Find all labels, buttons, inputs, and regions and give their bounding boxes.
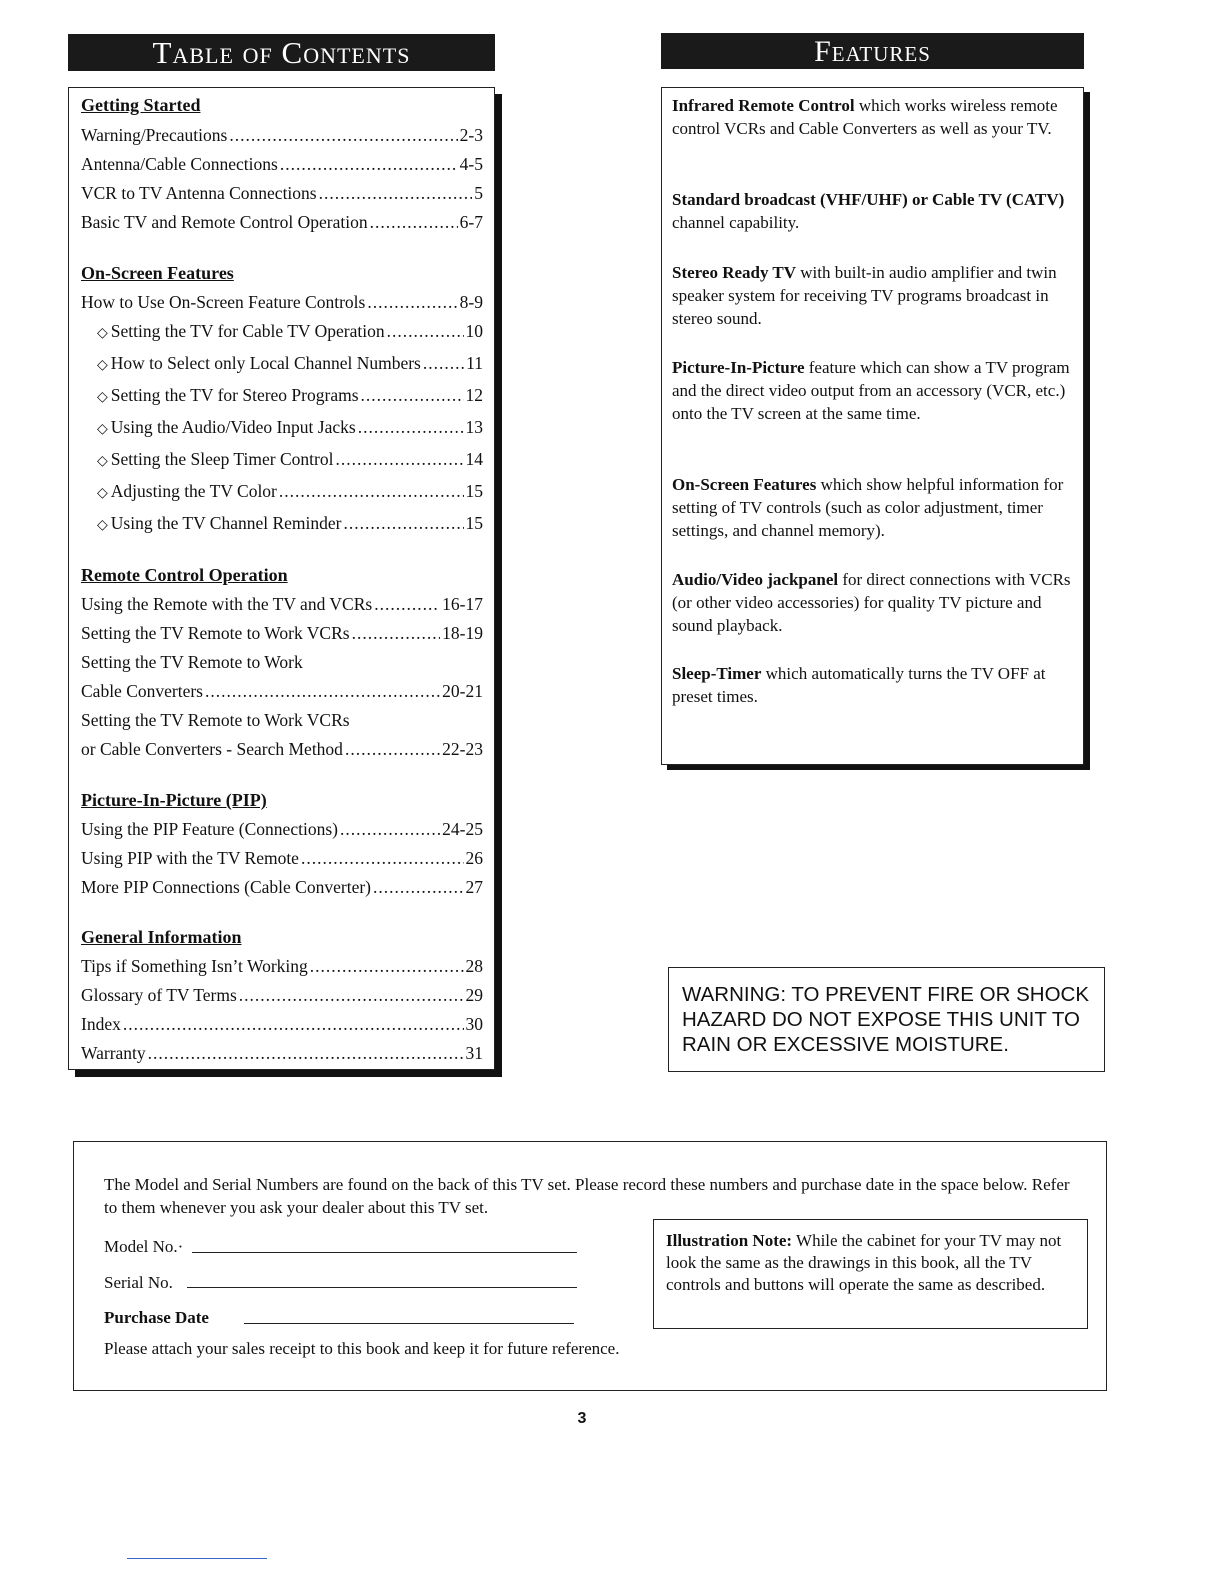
features-box bbox=[661, 87, 1084, 765]
diamond-icon: ◇ bbox=[97, 390, 108, 405]
diamond-icon: ◇ bbox=[97, 486, 108, 501]
footer-divider bbox=[127, 1558, 267, 1559]
diamond-icon: ◇ bbox=[97, 422, 108, 437]
feature-item: Stereo Ready TV with built-in audio amplifier and twin speaker system for receiving TV programs broadcast in stereo sound. bbox=[672, 263, 1057, 328]
purchase-date-label: Purchase Date bbox=[104, 1308, 209, 1327]
features-banner: Features bbox=[661, 33, 1084, 69]
toc-section-remote: Remote Control Operation bbox=[81, 565, 288, 585]
toc-entry[interactable]: VCR to TV Antenna Connections ..... 5 bbox=[81, 183, 483, 204]
toc-entry[interactable]: Cable Converters ..... 20-21 bbox=[81, 681, 483, 702]
toc-section-getting-started: Getting Started bbox=[81, 95, 201, 115]
toc-entry-line[interactable]: Setting the TV Remote to Work bbox=[81, 652, 303, 672]
feature-item: On-Screen Features which show helpful information for setting of TV controls (such as color adjustment, timer settings, and channel memory). bbox=[672, 475, 1064, 540]
toc-entry[interactable]: Using the PIP Feature (Connections) ..... 24-25 bbox=[81, 819, 483, 840]
diamond-icon: ◇ bbox=[97, 358, 108, 373]
toc-banner: Table of Contents bbox=[68, 34, 495, 71]
toc-box bbox=[68, 87, 495, 1070]
toc-entry[interactable]: ◇ Using the Audio/Video Input Jacks ..... 13 bbox=[97, 417, 483, 438]
toc-entry[interactable]: ◇ Adjusting the TV Color ..... 15 bbox=[97, 481, 483, 502]
toc-entry[interactable]: ◇ How to Select only Local Channel Numbers ..... 11 bbox=[97, 353, 483, 374]
record-intro: The Model and Serial Numbers are found on the back of this TV set. Please record these numbers and purchase date in the space below. Refer to them whenever you ask your dealer about this TV set. bbox=[104, 1175, 1070, 1217]
serial-field[interactable] bbox=[187, 1287, 577, 1288]
model-field[interactable] bbox=[192, 1252, 577, 1253]
toc-entry[interactable]: Warning/Precautions ..... 2-3 bbox=[81, 125, 483, 146]
serial-label: Serial No. bbox=[104, 1273, 173, 1292]
toc-entry[interactable]: or Cable Converters - Search Method ..... 22-23 bbox=[81, 739, 483, 760]
toc-section-pip: Picture-In-Picture (PIP) bbox=[81, 790, 267, 810]
toc-entry[interactable]: ◇ Setting the Sleep Timer Control ..... 14 bbox=[97, 449, 483, 470]
diamond-icon: ◇ bbox=[97, 518, 108, 533]
record-box bbox=[73, 1141, 1107, 1391]
warning-box: WARNING: TO PREVENT FIRE OR SHOCK HAZARD DO NOT EXPOSE THIS UNIT TO RAIN OR EXCESSIVE MOISTURE. bbox=[668, 967, 1105, 1072]
toc-entry[interactable]: Warranty ..... 31 bbox=[81, 1043, 483, 1064]
toc-entry[interactable]: More PIP Connections (Cable Converter) ..... 27 bbox=[81, 877, 483, 898]
feature-item: Picture-In-Picture feature which can show a TV program and the direct video output from an accessory (VCR, etc.) onto the TV screen at the same time. bbox=[672, 358, 1070, 423]
toc-entry[interactable]: Glossary of TV Terms ..... 29 bbox=[81, 985, 483, 1006]
toc-entry[interactable]: Index ..... 30 bbox=[81, 1014, 483, 1035]
toc-entry[interactable]: Using the Remote with the TV and VCRs ..... 16-17 bbox=[81, 594, 483, 615]
toc-entry[interactable]: Basic TV and Remote Control Operation ..... 6-7 bbox=[81, 212, 483, 233]
toc-entry[interactable]: ◇ Using the TV Channel Reminder ..... 15 bbox=[97, 513, 483, 534]
page-number: 3 bbox=[577, 1410, 587, 1427]
toc-entry[interactable]: ◇ Setting the TV for Stereo Programs ..... 12 bbox=[97, 385, 483, 406]
toc-section-on-screen: On-Screen Features bbox=[81, 263, 234, 283]
toc-entry[interactable]: Tips if Something Isn’t Working ..... 28 bbox=[81, 956, 483, 977]
toc-entry[interactable]: ◇ Setting the TV for Cable TV Operation ..... 10 bbox=[97, 321, 483, 342]
illustration-note: Illustration Note: While the cabinet for your TV may not look the same as the drawings in this book, all the TV controls and buttons will operate the same as described. bbox=[653, 1219, 1088, 1329]
toc-entry[interactable]: How to Use On-Screen Feature Controls ..... 8-9 bbox=[81, 292, 483, 313]
record-footer: Please attach your sales receipt to this book and keep it for future reference. bbox=[104, 1339, 620, 1358]
purchase-date-field[interactable] bbox=[244, 1323, 574, 1324]
feature-item: Standard broadcast (VHF/UHF) or Cable TV (CATV) channel capability. bbox=[672, 190, 1065, 232]
model-label: Model No.· bbox=[104, 1237, 184, 1256]
feature-item: Audio/Video jackpanel for direct connections with VCRs (or other video accessories) for quality TV picture and sound playback. bbox=[672, 570, 1071, 635]
toc-entry[interactable]: Setting the TV Remote to Work VCRs ..... 18-19 bbox=[81, 623, 483, 644]
toc-entry-line[interactable]: Setting the TV Remote to Work VCRs bbox=[81, 710, 350, 730]
diamond-icon: ◇ bbox=[97, 454, 108, 469]
toc-entry[interactable]: Using PIP with the TV Remote ..... 26 bbox=[81, 848, 483, 869]
feature-item: Infrared Remote Control which works wireless remote control VCRs and Cable Converters as well as your TV. bbox=[672, 96, 1058, 138]
diamond-icon: ◇ bbox=[97, 326, 108, 341]
feature-item: Sleep-Timer which automatically turns the TV OFF at preset times. bbox=[672, 664, 1046, 706]
toc-entry[interactable]: Antenna/Cable Connections ..... 4-5 bbox=[81, 154, 483, 175]
toc-section-general: General Information bbox=[81, 927, 242, 947]
